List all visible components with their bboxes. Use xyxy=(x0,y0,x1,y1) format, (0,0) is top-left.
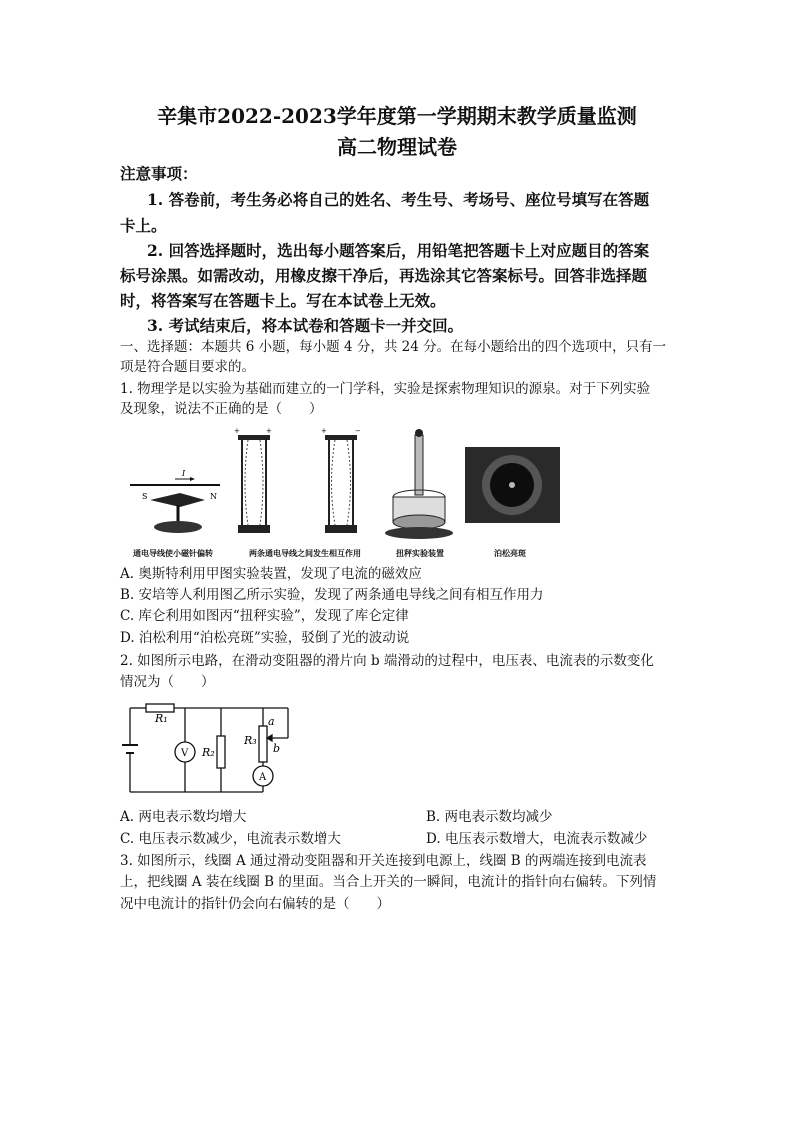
q2-option-a: A. 两电表示数均增大 xyxy=(120,809,247,825)
question-2-stem: 情况为（ ） xyxy=(120,674,215,690)
option-a: A. 奥斯特利用甲图实验装置，发现了电流的磁效应 xyxy=(120,566,422,582)
caption-fig-b: 两条通电导线之间发生相互作用 xyxy=(249,548,361,558)
notice-line: 时，将答案写在答题卡上。写在本试卷上无效。 xyxy=(120,291,446,310)
q2-option-c: C. 电压表示数减少，电流表示数增大 xyxy=(120,831,341,847)
n-pole-label: N xyxy=(210,492,217,501)
s-pole-label: S xyxy=(142,492,148,501)
question-1-stem: 1. 物理学是以实验为基础而建立的一门学科，实验是探索物理知识的源泉。对于下列实验 xyxy=(120,381,651,397)
circuit-diagram xyxy=(118,700,303,800)
notice-line: 1. 答卷前，考生务必将自己的姓名、考生号、考场号、座位号填写在答题 xyxy=(147,190,650,209)
r3-label: R₃ xyxy=(244,734,257,747)
parallel-wires-figure-1 xyxy=(234,427,272,533)
poisson-spot-figure xyxy=(465,447,560,523)
voltmeter-label: V xyxy=(181,748,189,759)
exam-subtitle: 高二物理试卷 xyxy=(337,135,457,159)
svg-text:+: + xyxy=(321,427,327,435)
parallel-wires-figure-2 xyxy=(321,427,361,533)
notice-line: 2. 回答选择题时，选出每小题答案后，用铅笔把答题卡上对应题目的答案 xyxy=(147,241,650,260)
ammeter-label: A xyxy=(259,772,267,783)
svg-text:+: + xyxy=(234,427,240,435)
magnetic-needle-figure xyxy=(130,469,220,533)
current-label: I xyxy=(182,469,186,478)
notice-line: 3. 考试结束后，将本试卷和答题卡一并交回。 xyxy=(147,316,464,335)
q2-option-d: D. 电压表示数增大，电流表示数减少 xyxy=(426,831,648,847)
option-b: B. 安培等人利用图乙所示实验，发现了两条通电导线之间有相互作用力 xyxy=(120,587,544,603)
option-d: D. 泊松利用“泊松亮斑”实验，驳倒了光的波动说 xyxy=(120,630,410,646)
r2-label: R₂ xyxy=(202,746,215,759)
svg-text:+: + xyxy=(266,427,272,435)
caption-fig-d: 泊松亮斑 xyxy=(494,548,526,558)
terminal-a-label: a xyxy=(268,715,275,728)
notice-heading: 注意事项： xyxy=(120,164,198,183)
question-1-stem: 及现象，说法不正确的是（ ） xyxy=(120,401,323,417)
exam-title: 辛集市2022-2023学年度第一学期期末教学质量监测 xyxy=(157,104,637,128)
terminal-b-label: b xyxy=(273,742,281,755)
q1-figures xyxy=(120,425,570,545)
section-instruction: 一、选择题：本题共 6 小题，每小题 4 分，共 24 分。在每小题给出的四个选项中，只有一 xyxy=(120,339,667,355)
question-3-stem: 3. 如图所示，线圈 A 通过滑动变阻器和开关连接到电源上，线圈 B 的两端连接到电流表 xyxy=(120,853,647,869)
caption-fig-a: 通电导线使小磁针偏转 xyxy=(133,548,213,558)
question-3-stem: 上，把线圈 A 装在线圈 B 的里面。当合上开关的一瞬间，电流计的指针向右偏转。下列情 xyxy=(120,874,657,890)
torsion-balance-figure xyxy=(385,429,453,539)
r1-label: R₁ xyxy=(155,712,168,725)
caption-fig-c: 扭秤实验装置 xyxy=(396,548,444,558)
notice-line: 卡上。 xyxy=(120,216,167,235)
svg-text:−: − xyxy=(355,427,361,435)
section-instruction: 项是符合题目要求的。 xyxy=(120,359,255,375)
option-c: C. 库仑利用如图丙“扭秤实验”，发现了库仑定律 xyxy=(120,608,409,624)
q2-option-b: B. 两电表示数均减少 xyxy=(426,809,553,825)
notice-line: 标号涂黑。如需改动，用橡皮擦干净后，再选涂其它答案标号。回答非选择题 xyxy=(120,266,648,285)
question-3-stem: 况中电流计的指针仍会向右偏转的是（ ） xyxy=(120,896,390,912)
question-2-stem: 2. 如图所示电路，在滑动变阻器的滑片向 b 端滑动的过程中，电压表、电流表的示数变化 xyxy=(120,653,654,669)
